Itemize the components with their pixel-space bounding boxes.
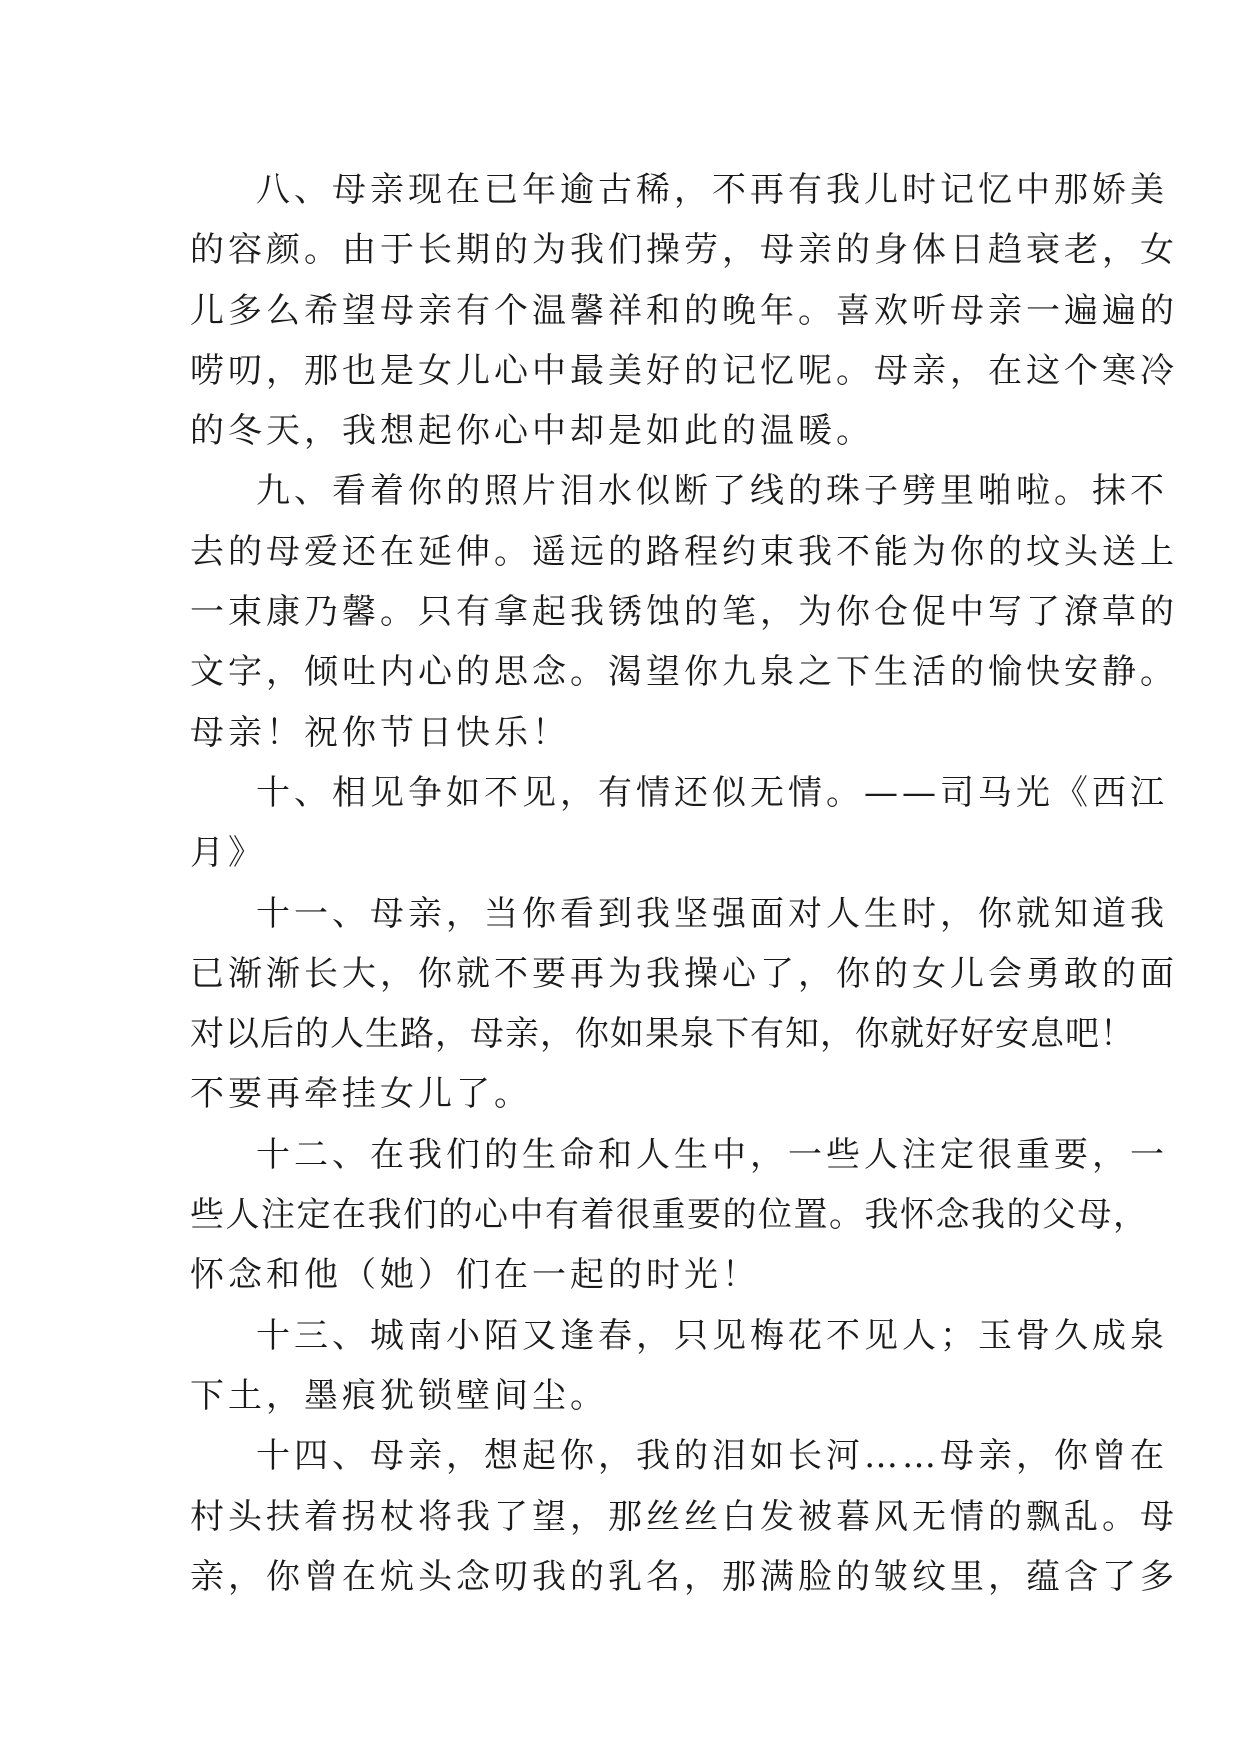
text-line: 十、相见争如不见，有情还似无情。——司马光《西江 — [256, 772, 1168, 813]
paragraph-12 — [190, 1125, 1168, 1306]
text-line: 十四、母亲，想起你，我的泪如长河……母亲，你曾在 — [256, 1436, 1168, 1477]
text-line: 九、看着你的照片泪水似断了线的珠子劈里啪啦。抹不 — [256, 471, 1168, 512]
text-line: 对以后的人生路，母亲，你如果泉下有知，你就好好安息吧！ — [190, 1014, 1135, 1055]
text-line: 不要再牵挂女儿了。 — [190, 1074, 532, 1115]
text-line: 文字，倾吐内心的思念。渴望你九泉之下生活的愉快安静。 — [190, 652, 1178, 693]
text-line: 一束康乃馨。只有拿起我锈蚀的笔，为你仓促中写了潦草的 — [190, 592, 1178, 633]
text-line: 的容颜。由于长期的为我们操劳，母亲的身体日趋衰老，女 — [190, 230, 1178, 271]
paragraph-11 — [190, 884, 1178, 1125]
text-line: 月》 — [190, 833, 266, 874]
paragraph-10 — [190, 763, 1168, 884]
text-line: 亲，你曾在炕头念叨我的乳名，那满脸的皱纹里，蕴含了多 — [190, 1556, 1178, 1597]
document-body — [190, 160, 1178, 1607]
paragraph-14 — [190, 1426, 1178, 1607]
text-line: 十二、在我们的生命和人生中，一些人注定很重要，一 — [256, 1134, 1168, 1175]
text-line: 儿多么希望母亲有个温馨祥和的晚年。喜欢听母亲一遍遍的 — [190, 290, 1178, 331]
text-line: 去的母爱还在延伸。遥远的路程约束我不能为你的坟头送上 — [190, 531, 1178, 572]
text-line: 下土，墨痕犹锁壁间尘。 — [190, 1375, 608, 1416]
paragraph-8 — [190, 160, 1178, 461]
text-line: 唠叨，那也是女儿心中最美好的记忆呢。母亲，在这个寒冷 — [190, 350, 1178, 391]
text-line: 村头扶着拐杖将我了望，那丝丝白发被暮风无情的飘乱。母 — [190, 1496, 1178, 1537]
paragraph-9 — [190, 461, 1178, 762]
text-line: 些人注定在我们的心中有着很重要的位置。我怀念我的父母， — [190, 1195, 1149, 1236]
text-line: 十三、城南小陌又逢春，只见梅花不见人；玉骨久成泉 — [256, 1315, 1168, 1356]
text-line: 已渐渐长大，你就不要再为我操心了，你的女儿会勇敢的面 — [190, 953, 1178, 994]
text-line: 的冬天，我想起你心中却是如此的温暖。 — [190, 411, 874, 452]
text-line: 八、母亲现在已年逾古稀，不再有我儿时记忆中那娇美 — [256, 170, 1168, 210]
paragraph-13 — [190, 1306, 1168, 1427]
text-line: 十一、母亲，当你看到我坚强面对人生时，你就知道我 — [256, 893, 1168, 934]
text-line: 母亲！祝你节日快乐！ — [190, 712, 570, 753]
text-line: 怀念和他（她）们在一起的时光！ — [190, 1255, 760, 1296]
